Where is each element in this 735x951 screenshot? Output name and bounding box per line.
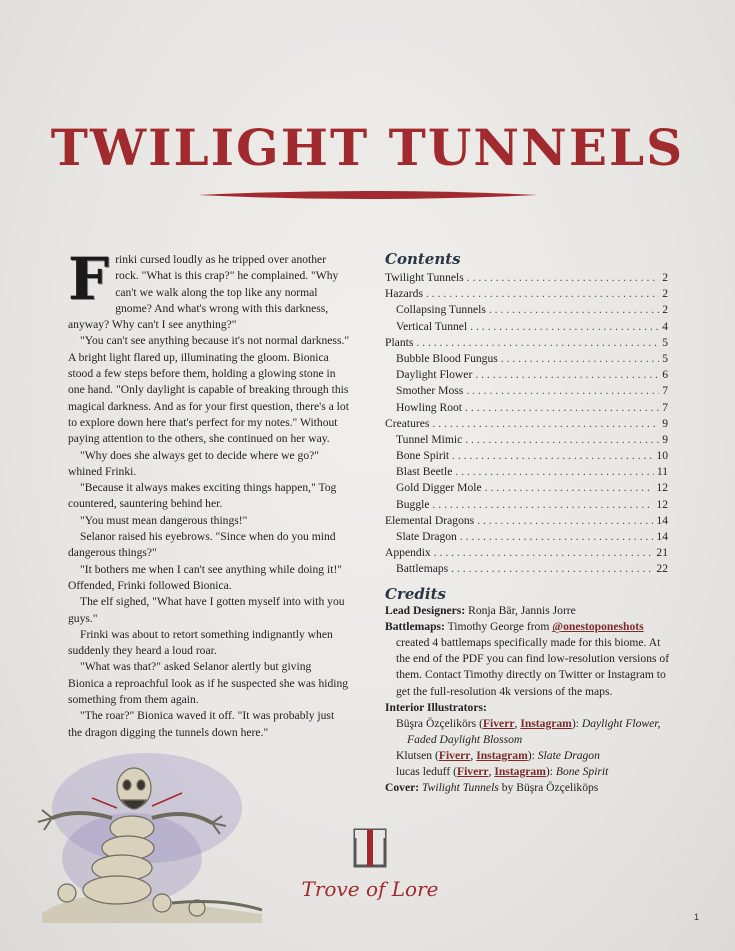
toc-entry[interactable] <box>385 367 668 383</box>
onestoponeshots-link[interactable]: @onestoponeshots <box>552 620 644 634</box>
toc-entry-page: 9 <box>662 416 668 430</box>
toc-entry[interactable] <box>385 319 668 335</box>
story-paragraph: "You can't see anything because it's not normal darkness." A bright light flared up, illuminating the gloom. Bionica stood a few steps before them, holding a glowing stone in one hand. "Only daylight is capable of breaking through this magical darkness. And as for your first question, there's a lot to explore down here that's perfect for my notes." Without paying attention to the others, she continued on her way. <box>68 334 350 446</box>
toc-entry[interactable] <box>385 270 668 286</box>
story-paragraph: "Because it always makes exciting things happen," Tog countered, sauntering behind her. <box>68 481 337 511</box>
toc-entry-page: 12 <box>656 497 668 511</box>
toc-entry-page: 7 <box>662 384 668 398</box>
toc-leader-dots <box>475 367 659 383</box>
toc-entry[interactable] <box>385 545 668 561</box>
toc-entry-label: Bubble Blood Fungus <box>396 351 498 365</box>
battlemaps-credit: Battlemaps: Timothy George from @onestoponeshots <box>385 620 644 634</box>
page-title: TWILIGHT TUNNELS <box>50 118 685 177</box>
story-paragraph: "It bothers me when I can't see anything while doing it!" Offended, Frinki followed Bionica. <box>68 562 343 592</box>
toc-entry-page: 2 <box>662 303 668 317</box>
story-paragraph: "What was that?" asked Selanor alertly but giving Bionica a reproachful look as if he suspected she was hiding something from them again. <box>68 660 349 707</box>
toc-leader-dots <box>501 351 659 367</box>
toc-leader-dots <box>433 497 654 513</box>
instagram-link[interactable]: Instagram <box>494 765 546 779</box>
lead-designers: Lead Designers: Ronja Bär, Jannis Jorre <box>385 604 576 618</box>
toc-entry-page: 22 <box>656 562 668 576</box>
toc-leader-dots <box>485 480 654 496</box>
trove-of-lore-logo <box>300 828 440 901</box>
battlemaps-description: created 4 battlemaps specifically made for this biome. At the end of the PDF you can find low-resolution versions of them. Contact Timothy directly on Twitter or Instagram to get the full-resolution 4k versions of the maps. <box>396 636 670 698</box>
toc-entry-label: Slate Dragon <box>396 530 457 543</box>
toc-leader-dots <box>460 529 654 545</box>
page-number: 1 <box>694 912 700 922</box>
toc-entry[interactable] <box>385 529 668 545</box>
toc-leader-dots <box>452 448 653 464</box>
bone-spirit-illustration <box>22 738 272 923</box>
toc-leader-dots <box>426 286 659 302</box>
toc-leader-dots <box>416 335 659 351</box>
toc-entry-page: 10 <box>656 449 668 463</box>
toc-entry-page: 2 <box>662 271 668 284</box>
story-paragraph: Frinki cursed loudly as he tripped over another rock. "What is this crap?" he complained. "Why can't we walk along the top like any normal gnome? And what's wrong with this darkness, anyway? Why can't I see anything?" <box>68 245 339 332</box>
toc-entry-label: Smother Moss <box>396 384 464 398</box>
illustrator-row: Klutsen (Fiverr, Instagram): Slate Dragon <box>396 748 600 762</box>
story-paragraph: Selanor raised his eyebrows. "Since when do you mind dangerous things?" <box>68 530 336 560</box>
toc-list <box>385 270 668 578</box>
story-text <box>68 245 350 741</box>
book-logo-icon <box>352 828 388 868</box>
toc-entry-label: Battlemaps <box>396 562 449 576</box>
toc-leader-dots <box>432 416 659 432</box>
table-of-contents <box>385 250 668 578</box>
story-paragraph: "The roar?" Bionica waved it off. "It was probably just the dragon digging the tunnels down here." <box>68 709 335 739</box>
toc-entry[interactable] <box>385 497 668 513</box>
story-paragraph: Frinki was about to retort something indignantly when suddenly they heard a loud roar. <box>68 627 333 658</box>
fiverr-link[interactable]: Fiverr <box>438 748 471 762</box>
cover-credit: Cover: Twilight Tunnels by Büşra Özçeliköрs <box>385 781 599 795</box>
instagram-link[interactable]: Instagram <box>520 716 572 730</box>
toc-entry-label: Gold Digger Mole <box>396 481 482 495</box>
credits-section <box>385 586 675 796</box>
toc-entry[interactable] <box>385 480 668 496</box>
toc-entry[interactable] <box>385 383 668 399</box>
toc-entry[interactable] <box>385 448 668 464</box>
toc-leader-dots <box>489 302 659 318</box>
toc-entry-label: Daylight Flower <box>396 368 473 382</box>
toc-entry[interactable] <box>385 335 668 351</box>
toc-leader-dots <box>434 545 654 561</box>
toc-entry[interactable] <box>385 416 668 432</box>
toc-entry-page: 9 <box>662 432 668 446</box>
toc-entry-page: 7 <box>662 400 668 414</box>
toc-leader-dots <box>477 513 653 529</box>
toc-entry-label: Tunnel Mimic <box>396 432 463 446</box>
toc-leader-dots <box>465 400 659 416</box>
story-paragraph: "You must mean dangerous things!" <box>80 513 248 527</box>
instagram-link[interactable]: Instagram <box>476 748 528 762</box>
toc-leader-dots <box>470 319 659 335</box>
illustrator-row-continued: Faded Daylight Blossom <box>407 732 523 746</box>
toc-entry-page: 5 <box>662 335 668 349</box>
toc-entry-label: Blast Beetle <box>396 465 453 479</box>
toc-entry-label: Creatures <box>385 416 430 430</box>
toc-entry-label: Plants <box>385 335 414 349</box>
toc-entry-page: 14 <box>656 513 668 527</box>
toc-entry[interactable] <box>385 302 668 318</box>
toc-entry[interactable] <box>385 464 668 480</box>
contents-heading: Contents <box>385 250 461 268</box>
toc-entry[interactable] <box>385 351 668 367</box>
toc-entry-page: 14 <box>656 530 668 543</box>
toc-entry-label: Bone Spirit <box>396 449 450 463</box>
toc-entry[interactable] <box>385 513 668 529</box>
toc-entry[interactable] <box>385 400 668 416</box>
logo-text: Trove of Lore <box>301 877 439 901</box>
toc-leader-dots <box>455 464 653 480</box>
story-paragraph: "Why does she always get to decide where we go?" whined Frinki. <box>68 448 320 478</box>
toc-entry[interactable] <box>385 286 668 302</box>
illustrator-row: lucas leduff (Fiverr, Instagram): Bone Spirit <box>396 765 609 779</box>
toc-leader-dots <box>466 383 659 399</box>
interior-illustrators: Interior Illustrators: <box>385 700 487 714</box>
toc-entry-label: Hazards <box>385 287 423 301</box>
toc-entry-label: Buggle <box>396 497 430 511</box>
toc-entry-label: Appendix <box>385 546 431 560</box>
drop-cap: F <box>68 245 110 313</box>
toc-entry-page: 11 <box>656 465 668 479</box>
toc-leader-dots <box>467 270 659 286</box>
toc-entry[interactable] <box>385 432 668 448</box>
toc-entry-page: 21 <box>656 546 668 560</box>
story-paragraph: The elf sighed, "What have I gotten myself into with you guys." <box>68 595 345 625</box>
toc-entry-page: 5 <box>662 351 668 365</box>
toc-entry-label: Vertical Tunnel <box>396 319 468 333</box>
fiverr-link[interactable]: Fiverr <box>482 716 515 730</box>
toc-entry-label: Collapsing Tunnels <box>396 303 486 317</box>
toc-leader-dots <box>465 432 659 448</box>
toc-entry-label: Howling Root <box>396 400 463 414</box>
toc-entry-label: Twilight Tunnels <box>385 271 464 284</box>
toc-entry[interactable] <box>385 561 668 577</box>
toc-entry-page: 6 <box>662 368 668 382</box>
toc-entry-page: 4 <box>662 319 668 333</box>
illustrator-row: Büşra Özçelikörs (Fiverr, Instagram): Daylight Flower, <box>396 716 661 730</box>
toc-entry-label: Elemental Dragons <box>385 513 475 527</box>
toc-entry-page: 12 <box>656 481 668 495</box>
credits-heading: Credits <box>385 585 446 603</box>
title-divider <box>198 188 538 202</box>
fiverr-link[interactable]: Fiverr <box>456 765 489 779</box>
toc-entry-page: 2 <box>662 287 668 301</box>
toc-leader-dots <box>451 561 653 577</box>
